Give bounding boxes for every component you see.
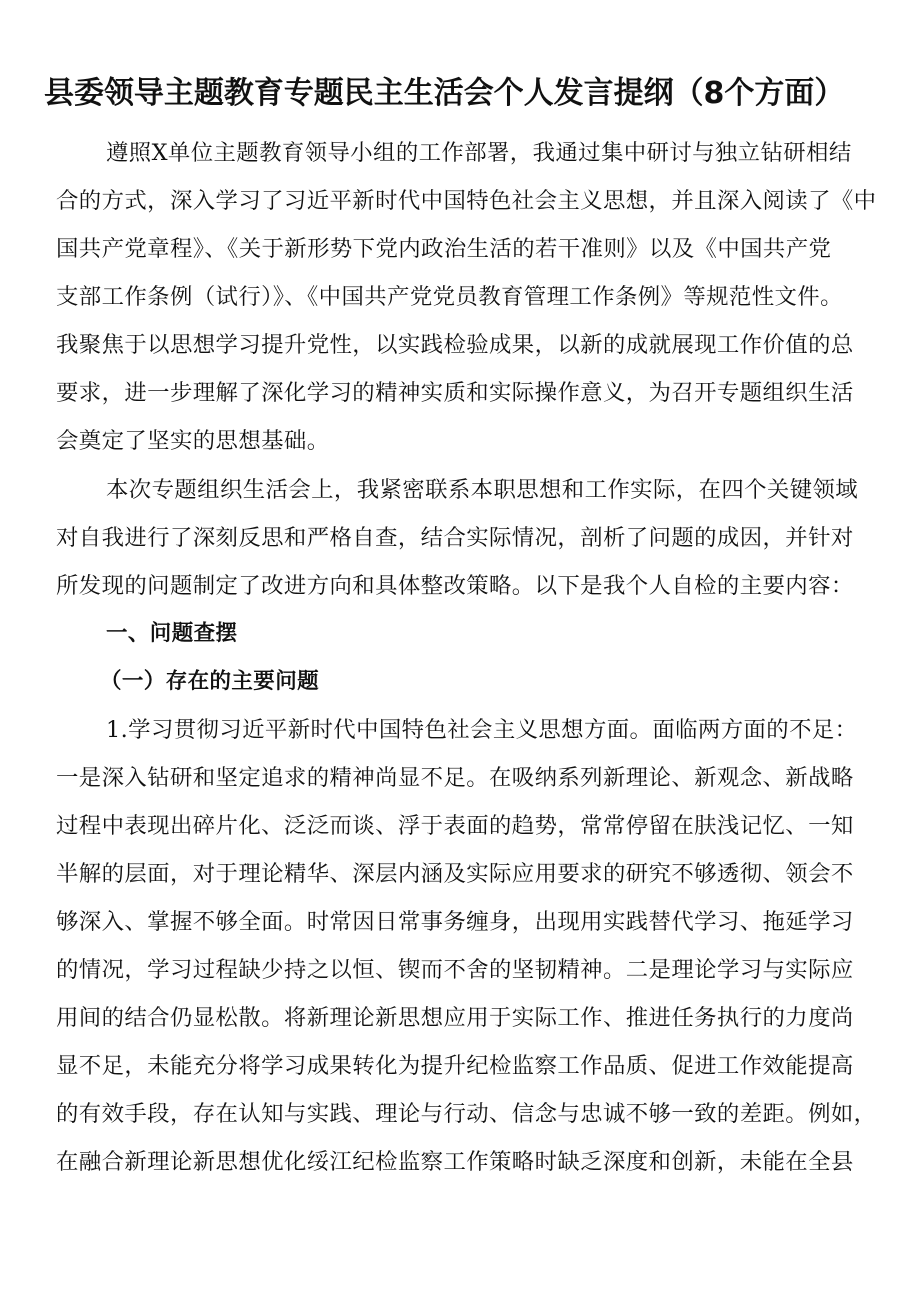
paragraph-line-21: 的有效手段，存在认知与实践、理论与行动、信念与忠诚不够一致的差距。例如， [56,1101,877,1127]
paragraph-line-10: 所发现的问题制定了改进方向和具体整改策略。以下是我个人自检的主要内容： [56,573,854,599]
paragraph-line-17: 够深入、掌握不够全面。时常因日常事务缠身，出现用实践替代学习、拖延学习 [56,909,854,935]
section-heading: 一、问题查摆 [106,621,238,646]
paragraph-line-13: 1.学习贯彻习近平新时代中国特色社会主义思想方面。面临两方面的不足： [106,717,858,743]
paragraph-line-19: 用间的结合仍显松散。将新理论新思想应用于实际工作、推进任务执行的力度尚 [56,1005,854,1031]
paragraph-line-5: 我聚焦于以思想学习提升党性，以实践检验成果，以新的成就展现工作价值的总 [56,332,854,358]
paragraph-line-16: 半解的层面，对于理论精华、深层内涵及实际应用要求的研究不够透彻、领会不 [56,861,854,887]
paragraph-line-9: 对自我进行了深刻反思和严格自查，结合实际情况，剖析了问题的成因，并针对 [56,525,854,551]
paragraph-line-8: 本次专题组织生活会上，我紧密联系本职思想和工作实际，在四个关键领域 [106,477,859,503]
paragraph-line-18: 的情况，学习过程缺少持之以恒、锲而不舍的坚韧精神。二是理论学习与实际应 [56,957,854,983]
paragraph-line-6: 要求，进一步理解了深化学习的精神实质和实际操作意义，为召开专题组织生活 [56,380,854,406]
paragraph-line-3: 国共产党章程》、《关于新形势下党内政治生活的若干准则》以及《中国共产党 [56,236,832,262]
document-title: 县委领导主题教育专题民主生活会个人发言提纲（8个方面） [44,76,845,111]
paragraph-line-1: 遵照X单位主题教育领导小组的工作部署，我通过集中研讨与独立钻研相结 [106,140,852,166]
subsection-heading: （一）存在的主要问题 [100,669,320,694]
paragraph-line-15: 过程中表现出碎片化、泛泛而谈、浮于表面的趋势，常常停留在肤浅记忆、一知 [56,813,854,839]
paragraph-line-14: 一是深入钻研和坚定追求的精神尚显不足。在吸纳系列新理论、新观念、新战略 [56,765,854,791]
paragraph-line-7: 会奠定了坚实的思想基础。 [56,428,330,454]
paragraph-line-4: 支部工作条例（试行）》、《中国共产党党员教育管理工作条例》等规范性文件。 [56,284,843,310]
paragraph-line-2: 合的方式，深入学习了习近平新时代中国特色社会主义思想，并且深入阅读了《中 [56,188,877,214]
paragraph-line-20: 显不足，未能充分将学习成果转化为提升纪检监察工作品质、促进工作效能提高 [56,1053,854,1079]
paragraph-line-22: 在融合新理论新思想优化绥江纪检监察工作策略时缺乏深度和创新，未能在全县 [56,1149,854,1175]
